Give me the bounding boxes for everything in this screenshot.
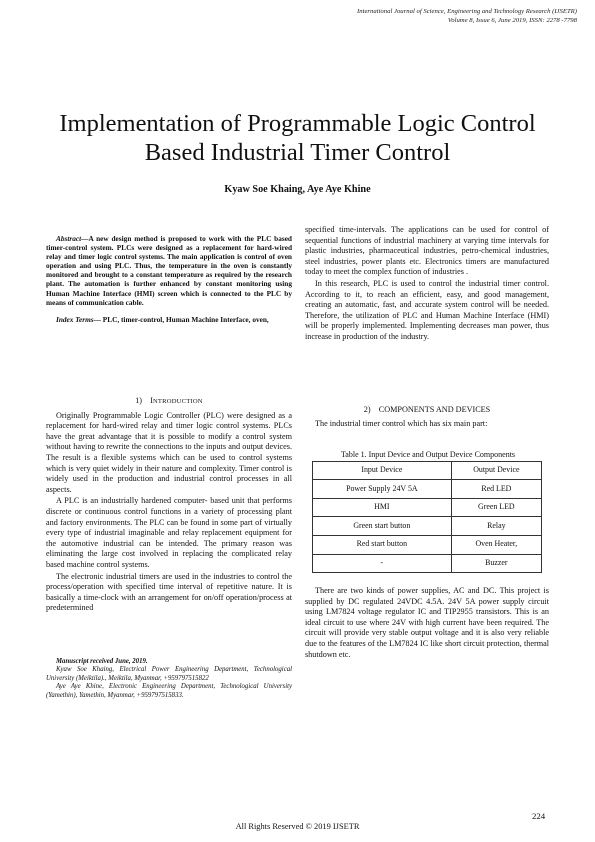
section-1 — [46, 396, 292, 614]
table-header-row — [313, 461, 542, 480]
section-2-heading: 2) COMPONENTS AND DEVICES — [363, 405, 491, 414]
table-row — [313, 535, 542, 554]
footnote — [46, 658, 292, 700]
page-number: 224 — [532, 811, 546, 821]
journal-volume: Volume 8, Issue 6, June 2019, ISSN: 2278 -7798 — [447, 16, 577, 24]
footnote-author-1: Kyaw Soe Khaing, Electrical Power Engineering Department, Technological University (Meiktila)., Meiktila, Myanmar, +959797515822 — [46, 666, 292, 682]
section-1-title-first: I — [150, 396, 153, 405]
table-cell: Oven Heater, — [451, 535, 541, 554]
section-2-body — [305, 586, 549, 660]
title-line-2: Based Industrial Timer Control — [144, 138, 451, 166]
table-1-block — [312, 450, 544, 573]
copyright-footer: All Rights Reserved © 2019 IJSETR — [235, 822, 360, 831]
table-row — [313, 480, 542, 499]
table-cell: - — [313, 554, 452, 573]
table-cell: Green LED — [451, 498, 541, 517]
table-cell: Buzzer — [451, 554, 541, 573]
footnote-received: Manuscript received June, 2019. — [56, 658, 148, 665]
section-1-paragraph-2: A PLC is an industrially hardened computer- based unit that performs discrete or continuous control functions in a variety of processing plant and factory environments. The PLC can be found in some part of virtually every type of industrial imaginable and relay replacement equipment for the automotive industrial can be intended. The primary reason was eliminating the large cost involved in replacing the complicated relay based machine control systems. — [46, 496, 292, 569]
section-2-intro: The industrial timer control which has six main part: — [315, 418, 488, 428]
journal-name: International Journal of Science, Engineering and Technology Research (IJSETR) — [357, 8, 577, 15]
index-terms-label: Index Terms — [56, 314, 94, 324]
section-2-paragraph: There are two kinds of power supplies, AC and DC. This project is supplied by DC regulated 24VDC 4.5A. 24V 5A power supply circuit using LM7824 voltage regulator IC and TIP2955 transistors. This is an ideal circuit to use where 24V with high current have been required. The circuit will provide very stable output voltage and it is also very reliable due to the features of the LM7824 IC like short circuit protection, thermal shutdown etc. — [305, 586, 549, 659]
index-terms-text: — PLC, timer-control, Human Machine Interface, oven, — [93, 314, 269, 324]
abstract-label: Abstract — [56, 234, 82, 243]
table-cell: Red LED — [451, 480, 541, 499]
components-table — [312, 461, 542, 574]
section-1-paragraph-1: Originally Programmable Logic Controller (PLC) were designed as a replacement for hard-wired relay and timer logic control systems. PLCs have the great advantage that it is possible to modify a control system without having to rewrite the connections to the inputs and output devices. The result is a flexible systems which can be used to control systems which is very quiet widely in their nature and complexity. Timer control is widely used in the production and industrial control processes in all aspects. — [46, 410, 292, 494]
right-column — [305, 225, 549, 343]
section-1-paragraph-3: The electronic industrial timers are used in the industries to control the process/operation with specified time interval of repetitive nature. It is basically a time-clock with an arrangement for on/off operation/process at predetermined — [46, 571, 292, 613]
paper-title — [40, 110, 555, 167]
authors: Kyaw Soe Khaing, Aye Aye Khine — [224, 184, 371, 195]
footnote-author-2: Aye Aye Khine, Electronic Engineering Department, Technological University (Yamethin), Yamethin, Myanmar, +959797515833. — [46, 683, 292, 699]
section-1-title-rest: NTRODUCTION — [152, 398, 203, 405]
table-cell: Green start button — [313, 517, 452, 536]
table-cell: Power Supply 24V 5A — [313, 480, 452, 499]
abstract-text: —A new design method is proposed to work with the PLC based timer-control system. PLCs were designed as a replacement for hard-wired relay and timer logic control systems. The main application is control of oven operation and using PLC. Thus, the temperature in the oven is constantly monitored and brought to a constant temperature as required by the research plant. The automation is further enhanced by constant monitoring using Human Machine Interface (HMI) screen which is connected to the PLC by means of communication cable. — [46, 234, 292, 307]
table-row — [313, 517, 542, 536]
section-1-number: 1) — [135, 396, 143, 405]
table-row — [313, 554, 542, 573]
table-cell: Red start button — [313, 535, 452, 554]
table-cell: Relay — [451, 517, 541, 536]
index-terms — [46, 315, 292, 324]
table-1-caption: Table 1. Input Device and Output Device Components — [340, 450, 516, 459]
right-column-continued: specified time-intervals. The applications can be used for control of sequential functions of industrial machinery at varying time intervals for plastic industries, pharmaceutical industries, petro-chemical industries, steel industries, power plants etc. Electronics timers are manufactured today to meet the complex function of industries . — [305, 225, 549, 277]
table-header-cell: Input Device — [313, 461, 452, 480]
left-column — [46, 234, 292, 324]
title-line-1: Implementation of Programmable Logic Control — [59, 110, 536, 137]
table-cell: HMI — [313, 498, 452, 517]
section-2 — [305, 405, 549, 429]
journal-header — [237, 8, 577, 25]
abstract — [46, 234, 292, 307]
right-column-paragraph-2: In this research, PLC is used to control the industrial timer control. According to it, to reach an efficient, easy, and good management, creating an automatic, fast, and accurate system control will be needed. Therefore, the utilization of PLC and Human Machine Interface (HMI) will be properly implemented. Implementing decreases man power, thus increase in production of the industry. — [305, 278, 549, 341]
table-row — [313, 498, 542, 517]
section-1-heading — [46, 396, 292, 408]
table-header-cell: Output Device — [451, 461, 541, 480]
